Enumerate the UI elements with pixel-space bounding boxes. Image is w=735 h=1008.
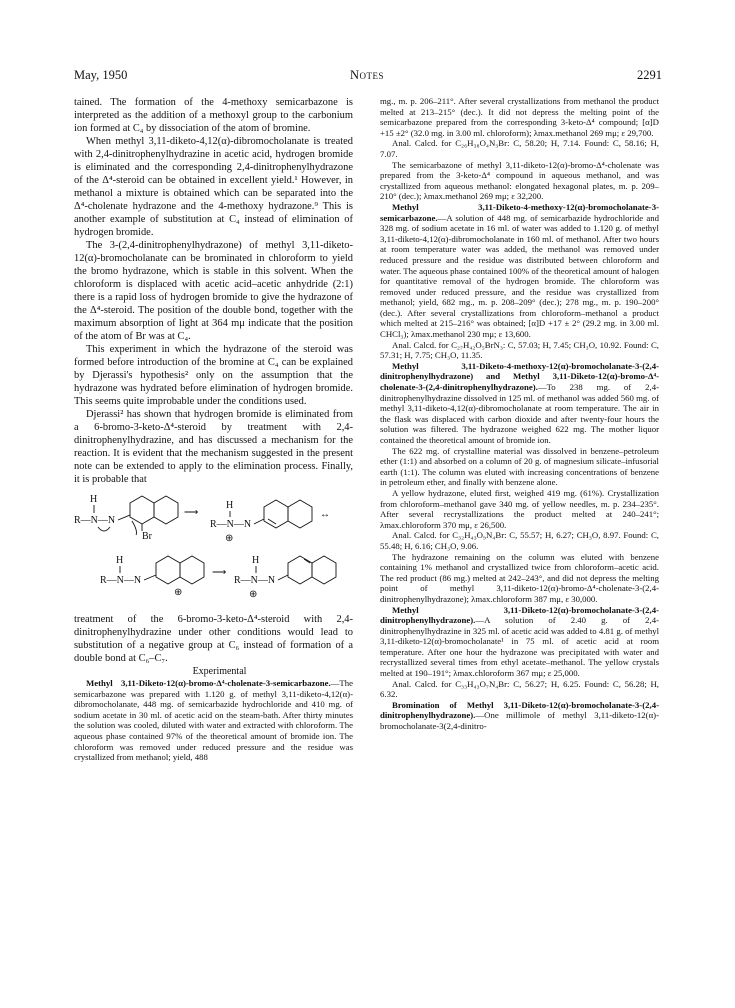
experimental-paragraph <box>380 700 659 732</box>
experimental-paragraph <box>380 605 659 679</box>
paragraph: The semicarbazone of methyl 3,11-diketo-12(α)-bromo-Δ⁴-cholenate was prepared from the 3-keto-Δ⁴ compound in aqueous methanol, and was crystallized from aqueous methanol: elongated hexagonal plates, m. p. 209–210° (dec.); λmax.methanol 269 mμ; ε 32,200. <box>380 159 659 202</box>
figure-plus-label: ⊕ <box>225 533 234 544</box>
figure-rnn-label: R—N—N <box>234 575 276 586</box>
compound-title: Methyl 3,11-Diketo-12(α)-bromocholanate-3-(2,4-dinitrophenylhydrazone). <box>380 604 659 626</box>
paragraph: This experiment in which the hydrazone of the steroid was formed before introduction of the bromine at C₄ can be explained by Djerassi's hypothesis² only on the assumption that the hydrazone was hydrated before elimination of hydrogen bromide. This seems quite improbable under the conditions used. <box>74 344 353 407</box>
figure-h-label: H <box>90 494 98 505</box>
running-header-date: May, 1950 <box>74 68 128 82</box>
right-column <box>380 96 659 944</box>
figure-br-label: Br <box>142 531 152 542</box>
paragraph-text: —A solution of 2.40 g. of 2,4-dinitrophenylhydrazine in 325 ml. of acetic acid was added to 4.81 g. of methyl 3,11-diketo-12(α)-bromocholanate¹ in 75 ml. of acetic acid at room temperature. After one hour the hydrazone was precipitated with water and recrystallized several times from ethyl acetate–methanol. The yellow crystals melted at 190–191°; λmax.chloroform 367 mμ; ε 25,000. <box>380 615 659 679</box>
paragraph-text: —To 238 mg. of 2,4-dinitrophenylhydrazine dissolved in 125 ml. of methanol was added 560 mg. of methyl 3,11-diketo-4,12(α)-dibromocholanate at room temperature. The air in the flask was displaced with carbon dioxide and after twenty-four hours the solution was filtered. The hydrazone weighed 622 mg. The mother liquor contained the theoretical amount of bromide ion. <box>380 382 659 445</box>
experimental-paragraph <box>380 361 659 446</box>
paragraph: A yellow hydrazone, eluted first, weighed 419 mg. (61%). Crystallization from chloroform–methanol gave 340 mg. of yellow needles, m. p. 234–235°. After several recrystallizations the product melted at 240–241°; λmax.chloroform 370 mμ, ε 26,500. <box>380 487 659 530</box>
paragraph-text: —One millimole of methyl 3,11-diketo-12(α)-bromocholanate-3(2,4-dinitro- <box>380 710 659 732</box>
compound-title: Methyl 3,11-Diketo-12(α)-bromo-Δ⁴-cholenate-3-semicarbazone. <box>86 678 331 688</box>
paragraph: When methyl 3,11-diketo-4,12(α)-dibromocholanate is treated with 2,4-dinitrophenylhydrazine in acetic acid, hydrogen bromide is eliminated and the corresponding 2,4-dinitrophenylhydrazone of the Δ⁴-steroid can be obtained in excellent yield.¹ However, in methanol a mixture is obtained which can be separated into the Δ⁴-cholenate hydrazone and the 4-methoxy hydrazone.⁹ This is another example of substitution at C₄ instead of elimination of hydrogen bromide. <box>74 136 353 238</box>
figure-plus-label: ⊕ <box>249 589 258 600</box>
figure-arrow: ⟶ <box>184 507 199 518</box>
experimental-paragraph <box>74 678 353 763</box>
paragraph: The 622 mg. of crystalline material was dissolved in benzene–petroleum ether (1:1) and absorbed on a column of 20 g. of magnesium silicate–infusorial earth (1:1). The column was eluted with increasing concentrations of benzene in petroleum ether, and finally with benzene alone. <box>380 445 659 488</box>
paragraph: The 3-(2,4-dinitrophenylhydrazone) of methyl 3,11-diketo-12(α)-bromocholanate can be brominated in chloroform to yield the bromo hydrazone, which is stable in this solvent. When the chloroform is displaced with acetic acid–acetic anhydride (2:1) there is a rapid loss of hydrogen bromide to give the hydrazone of the Δ⁴-steroid. The position of the double bond, together with the maximum absorption of light at 364 mμ indicate that the position of the atom of Br was at C₄. <box>74 240 353 342</box>
figure-h-label: H <box>116 555 124 566</box>
figure-rnn-label: R—N—N <box>74 515 116 526</box>
paragraph: treatment of the 6-bromo-3-keto-Δ⁴-steroid with 2,4-dinitrophenylhydrazine under other conditions would lead to substitution of a negative group at C₆ instead of formation of a double bond at C₆–C₇. <box>74 614 353 664</box>
paragraph-text: —A solution of 448 mg. of semicarbazide hydrochloride and 328 mg. of sodium acetate in 16 ml. of water was added to 1.120 g. of methyl 3,11-diketo-4,12(α)-dibromocholanate in 160 ml. of methanol. After two hours at room temperature water was added, the methanol was removed under reduced pressure and the residue was distributed between chloroform and water. The aqueous phase contained 100% of the theoretical amount of halogen for quantitative removal of the hydrogen bromide. The chloroform was removed under reduced pressure, and the residue was crystallized from methanol; yield, 682 mg., m. p. 208–209° (dec.); 278 mg., m. p. 190–200° (dec.). After several crystallizations from chloroform–methanol a product which melted at 215–216° was obtained; [α]D +17 ± 2° (29.2 mg. in 3.00 ml. CHCl₃); λmax.methanol 230 mμ; ε 13,600. <box>380 212 659 340</box>
paragraph-text: —The semicarbazone was prepared with 1.120 g. of methyl 3,11-diketo-4,12(α)-dibromocholanate, 448 mg. of semicarbazide hydrochloride and 410 mg. of sodium acetate in 30 ml. of acetic acid on the steam-bath. After thirty minutes the solution was cooled, diluted with water and extracted with chloroform. The aqueous phase contained 97% of the theoretical amount of bromide ion. The chloroform was removed under reduced pressure and the residue was crystallized from methanol; yield, 488 <box>74 678 353 763</box>
analysis-line: Anal. Calcd. for C₃₂H₄₃O₉N₄Br: C, 55.57; H, 6.27; CH₃O, 8.97. Found: C, 55.48; H, 6.16; CH₃O, 9.06. <box>380 530 659 551</box>
analysis-line: Anal. Calcd. for C₃₃H₄₃O₇N₄Br: C, 56.27; H, 6.25. Found: C, 56.28; H, 6.32. <box>380 678 659 700</box>
compound-title: Methyl 3,11-Diketo-4-methoxy-12(α)-bromocholanate-3-(2,4-dinitrophenylhydrazone) and Methyl 3,11-Diketo-12(α)-bromo-Δ⁴-cholenate-3-(2,4-dinitrophenylhydrazone). <box>380 360 659 393</box>
paragraph: The hydrazone remaining on the column was eluted with benzene containing 1% methanol and crystallized twice from chloroform–acetic acid. The red product (86 mg.) melted at 242–243°, and did not depress the melting point of methyl 3,11-diketo-12(α)-bromo-Δ⁴-cholenate-3-(2,4-dinitrophenylhydrazone); λmax.chloroform 387 mμ, ε 30,000. <box>380 551 659 604</box>
paragraph: mg., m. p. 206–211°. After several crystallizations from methanol the product melted at 213–215° (dec.). It did not depress the melting point of the semicarbazone prepared from the corresponding 3-keto-Δ⁴ compound; [α]D +15 ±2° (32.0 mg. in 3.00 ml. chloroform); λmax.methanol 269 mμ; ε 29,700. <box>380 96 659 138</box>
compound-title: Methyl 3,11-Diketo-4-methoxy-12(α)-bromocholanate-3-semicarbazone. <box>380 201 659 223</box>
figure-plus-label: ⊕ <box>174 587 183 598</box>
analysis-line: Anal. Calcd. for C₂₇H₄₂O₅BrN₃: C, 57.03; H, 7.45; CH₃O, 10.92. Found: C, 57.31; H, 7.75; CH₃O, 11.35. <box>380 339 659 361</box>
analysis-line: Anal. Calcd. for C₂₆H₃₈O₄N₃Br: C, 58.20; H, 7.14. Found: C, 58.16; H, 7.07. <box>380 138 659 159</box>
experimental-paragraph <box>380 202 659 340</box>
figure-h-label: H <box>226 500 234 511</box>
reaction-mechanism-figure <box>74 489 353 607</box>
paragraph: Djerassi² has shown that hydrogen bromide is eliminated from a 6-bromo-3-keto-Δ⁴-steroid by treatment with 2,4-dinitrophenylhydrazine, and has discussed a mechanism for the reaction. It is evident that the mechanism suggested in the present note can be extended to apply to the elimination process. Finally, it is probable that <box>74 409 353 485</box>
figure-h-label: H <box>252 555 260 566</box>
figure-arrow: ⟶ <box>212 567 227 578</box>
figure-double-arrow: ↔ <box>320 509 330 520</box>
paragraph: tained. The formation of the 4-methoxy semicarbazone is interpreted as the addition of a methoxyl group to the carbonium ion formed at C₄ by dissociation of the atom of bromine. <box>74 97 353 134</box>
experimental-heading: Experimental <box>192 666 247 677</box>
figure-rnn-label: R—N—N <box>100 575 142 586</box>
figure-rnn-label: R—N—N <box>210 519 252 530</box>
page-number: 2291 <box>637 68 662 82</box>
running-header-section: Notes <box>350 68 385 82</box>
compound-title: Bromination of Methyl 3,11-Diketo-12(α)-bromocholanate-3-(2,4-dinitrophenylhydrazone). <box>380 699 659 721</box>
left-column <box>74 96 353 944</box>
